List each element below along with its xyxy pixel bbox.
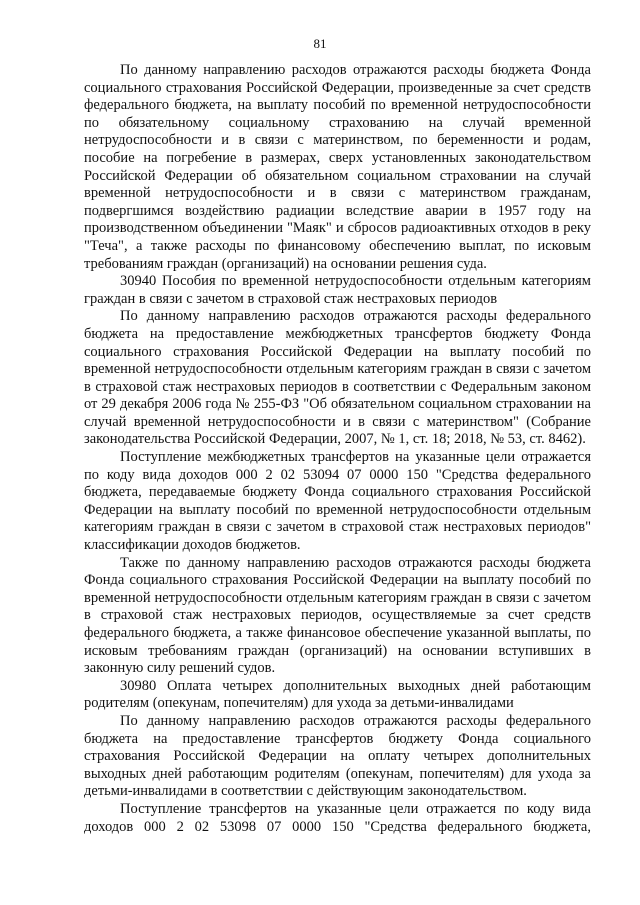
paragraph-1: По данному направлению расходов отражаются расходы бюджета Фонда социального страхования Российской Федерации, произведенные за счет средств федерального бюджета, на выплату пособий по временной нетрудоспособности по обязательному социальному страхованию на случай временной нетрудоспособности и в связи с материнством, по беременности и родам, пособие на погребение в размерах, сверх установленных законодательством Российской Федерации об обязательном социальном страховании на случай временной нетрудоспособности и в связи с материнством гражданам, подвергшимся воздействию радиации вследствие аварии в 1957 году на производственном объединении "Маяк" и сбросов радиоактивных отходов в реку "Теча", а также расходы по финансовому обеспечению выплат, по исковым требованиям граждан (организаций) на основании решения суда. — [84, 62, 591, 272]
page-number: 81 — [313, 36, 327, 51]
paragraph-3: По данному направлению расходов отражаются расходы федерального бюджета на предоставление межбюджетных трансфертов бюджету Фонда социального страхования Российской Федерации на выплату пособий по временной нетрудоспособности отдельным категориям граждан в связи с зачетом в страховой стаж нестраховых периодов в соответствии с Федеральным законом от 29 декабря 2006 года № 255-ФЗ "Об обязательном социальном страховании на случай временной нетрудоспособности и в связи с материнством" (Собрание законодательства Российской Федерации, 2007, № 1, ст. 18; 2018, № 53, ст. 8462). — [84, 308, 591, 448]
paragraph-8: Поступление трансфертов на указанные цели отражается по коду вида доходов 000 2 02 53098 07 0000 150 "Средства федерального бюджета, — [84, 800, 591, 835]
section-heading-30980: 30980 Оплата четырех дополнительных выходных дней работающим родителям (опекунам, попечителям) для ухода за детьми-инвалидами — [84, 677, 591, 712]
paragraph-4: Поступление межбюджетных трансфертов на указанные цели отражается по коду вида доходов 000 2 02 53094 07 0000 150 "Средства федерального бюджета, передаваемые бюджету Фонда социального страхования Российской Федерации на выплату пособий по временной нетрудоспособности отдельным категориям граждан в связи с зачетом в страховой стаж нестраховых периодов" классификации доходов бюджетов. — [84, 449, 591, 554]
section-heading-30940: 30940 Пособия по временной нетрудоспособности отдельным категориям граждан в связи с зачетом в страховой стаж нестраховых периодов — [84, 273, 591, 307]
document-body — [84, 62, 591, 836]
paragraph-7: По данному направлению расходов отражаются расходы федерального бюджета на предоставление трансфертов бюджету Фонда социального страхования Российской Федерации на оплату четырех дополнительных выходных дней работающим родителям (опекунам, попечителям) для ухода за детьми-инвалидами в соответствии с действующим законодательством. — [84, 712, 591, 800]
paragraph-5: Также по данному направлению расходов отражаются расходы бюджета Фонда социального страхования Российской Федерации на выплату пособий по временной нетрудоспособности отдельным категориям граждан в связи с зачетом в страховой стаж нестраховых периодов, осуществляемые за счет средств федерального бюджета, а также финансовое обеспечение указанной выплаты, по исковым требованиям граждан (организаций) на основании вступивших в законную силу решений судов. — [84, 554, 591, 677]
